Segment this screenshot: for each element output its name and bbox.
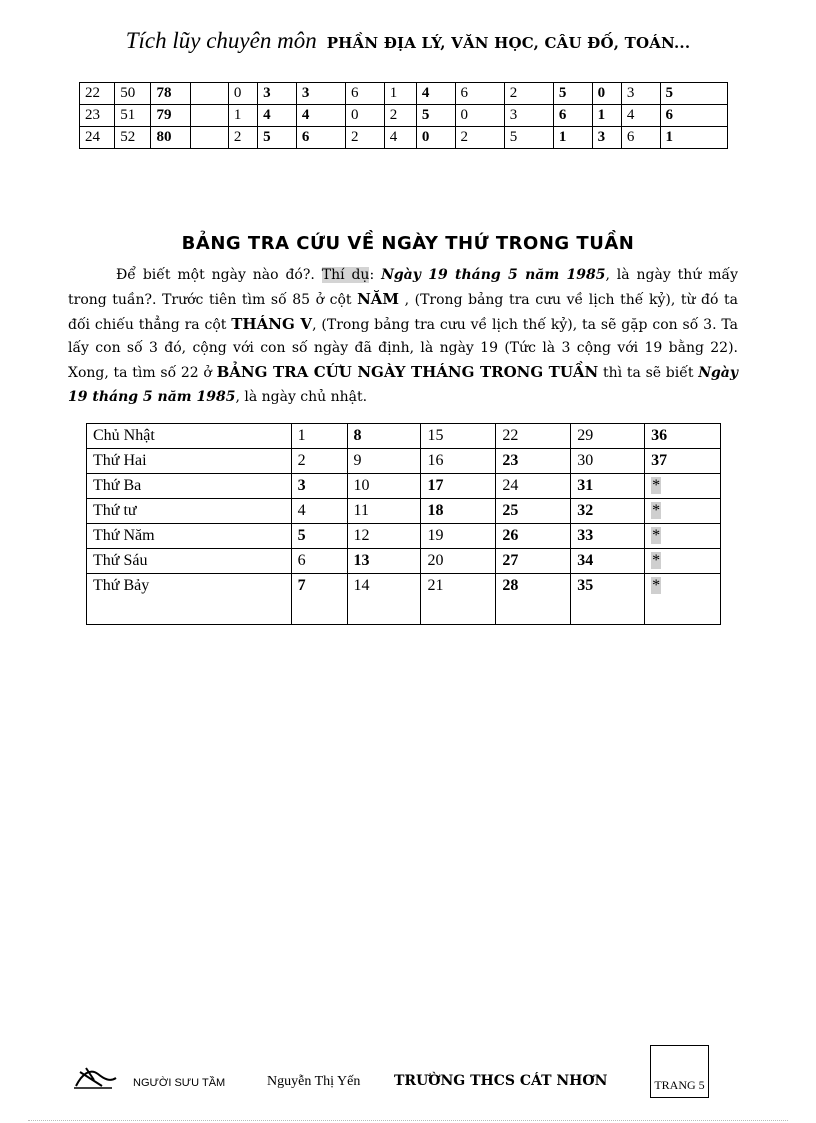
day-number: 23: [502, 452, 519, 469]
day-number-cell: [291, 574, 347, 625]
day-number: 4: [297, 502, 306, 519]
section-title: BẢNG TRA CỨU VỀ NGÀY THỨ TRONG TUẦN: [181, 233, 635, 254]
table-cell: 5: [258, 127, 297, 149]
day-number: 11: [353, 502, 369, 519]
page-number-box: [650, 1045, 709, 1098]
table-row: [80, 83, 728, 105]
day-number: 12: [353, 527, 370, 544]
table-cell: 3: [504, 105, 553, 127]
day-number: 20: [427, 552, 444, 569]
weekday-label: [87, 424, 292, 449]
day-number: 28: [502, 577, 519, 594]
header-title: Tích lũy chuyên môn: [125, 28, 317, 53]
table-cell: 50: [115, 83, 151, 105]
lookup-table-fragment: [79, 82, 728, 149]
table-cell: 2: [504, 83, 553, 105]
day-number-cell: [645, 424, 721, 449]
table-cell: 5: [553, 83, 592, 105]
day-number-cell: [291, 499, 347, 524]
table-row: [87, 449, 721, 474]
weekday-name: Thứ tư: [93, 502, 137, 519]
day-number-cell: [496, 474, 571, 499]
day-number-cell: [347, 524, 421, 549]
day-number-cell: [645, 474, 721, 499]
day-number: 2: [297, 452, 306, 469]
table-row: [87, 474, 721, 499]
table-cell: 0: [455, 105, 504, 127]
day-number-cell: [421, 574, 496, 625]
table-cell: 6: [621, 127, 660, 149]
day-number: 21: [427, 577, 444, 594]
day-number-cell: [347, 424, 421, 449]
day-number: 31: [577, 477, 594, 494]
example-date: Ngày 19 tháng 5 năm 1985: [68, 365, 738, 405]
day-number-cell: [645, 524, 721, 549]
month-column-ref: THÁNG V: [231, 314, 313, 333]
table-cell: 3: [258, 83, 297, 105]
day-number: 24: [502, 477, 519, 494]
table-cell: 3: [296, 83, 345, 105]
day-number-cell: [645, 549, 721, 574]
weekday-name: Chủ Nhật: [93, 427, 155, 444]
day-number-cell: [645, 499, 721, 524]
weekday-name: Thứ Bảy: [93, 577, 150, 594]
day-number: *: [652, 527, 661, 544]
day-number-cell: [571, 549, 645, 574]
day-number-cell: [421, 549, 496, 574]
table-cell: 6: [660, 105, 727, 127]
day-number: 33: [577, 527, 594, 544]
weekday-name: Thứ Năm: [93, 527, 155, 544]
text-segment: thì ta sẽ biết: [598, 365, 699, 382]
year-column-ref: NĂM: [357, 289, 400, 308]
table-cell: 52: [115, 127, 151, 149]
day-number-cell: [421, 499, 496, 524]
weekday-name: Thứ Sáu: [93, 552, 148, 569]
text-segment: , là ngày thứ mấy trong tuần?. Trước tiên tìm số 85 ở cột: [68, 267, 739, 308]
table-cell: 1: [384, 83, 416, 105]
text-segment: :: [369, 267, 382, 283]
page-footer: [0, 1045, 816, 1105]
weekday-label: [87, 449, 292, 474]
day-number: *: [652, 577, 661, 594]
weekday-label: [87, 549, 292, 574]
day-number-cell: [571, 524, 645, 549]
weekday-label: [87, 474, 292, 499]
hand-writing-icon: [72, 1060, 118, 1095]
day-number: 3: [297, 477, 306, 494]
table-cell: 6: [296, 127, 345, 149]
day-number: 36: [651, 427, 668, 444]
day-number-cell: [496, 449, 571, 474]
header-subjects: PHẦN ĐỊA LÝ, VĂN HỌC, CÂU ĐỐ, TOÁN...: [326, 34, 691, 52]
table-row: [80, 127, 728, 149]
day-number-cell: [291, 549, 347, 574]
day-number-cell: [571, 474, 645, 499]
day-number-cell: [421, 474, 496, 499]
day-number-cell: [347, 549, 421, 574]
table-cell: [190, 83, 228, 105]
day-number: 26: [502, 527, 519, 544]
day-number-cell: [291, 524, 347, 549]
weekday-name: Thứ Hai: [93, 452, 147, 469]
day-number: *: [652, 552, 661, 569]
table-cell: 4: [258, 105, 297, 127]
table-cell: 2: [384, 105, 416, 127]
day-number-cell: [645, 574, 721, 625]
table-cell: 1: [228, 105, 257, 127]
day-number-cell: [496, 499, 571, 524]
table-cell: 4: [296, 105, 345, 127]
day-number-cell: [496, 524, 571, 549]
day-number: 5: [297, 527, 306, 544]
table-cell: 3: [621, 83, 660, 105]
day-number: 6: [297, 552, 306, 569]
table-cell: 51: [115, 105, 151, 127]
table-row: [87, 424, 721, 449]
table-row: [87, 499, 721, 524]
day-number: 15: [427, 427, 444, 444]
table-cell: 22: [80, 83, 115, 105]
day-number: 17: [427, 477, 444, 494]
day-number: 30: [577, 452, 594, 469]
day-number-cell: [496, 574, 571, 625]
day-number-cell: [291, 474, 347, 499]
table-cell: 6: [455, 83, 504, 105]
table-row: [87, 574, 721, 625]
day-number: 29: [577, 427, 594, 444]
table-cell: 1: [592, 105, 621, 127]
table-cell: 5: [504, 127, 553, 149]
day-number: 10: [353, 477, 370, 494]
table-name-ref: BẢNG TRA CỨU NGÀY THÁNG TRONG TUẦN: [216, 363, 599, 382]
table-cell: 0: [592, 83, 621, 105]
table-cell: 80: [151, 127, 190, 149]
collector-name: Nguyễn Thị Yến: [267, 1074, 361, 1089]
day-number-cell: [347, 449, 421, 474]
day-number: 7: [297, 577, 306, 594]
text-segment: , (Trong bảng tra cưu về lịch thế kỷ), từ đó ta đối chiếu thẳng ra cột: [68, 291, 738, 333]
table-cell: 5: [660, 83, 727, 105]
day-number: 18: [427, 502, 444, 519]
table-cell: 1: [553, 127, 592, 149]
weekday-label: [87, 499, 292, 524]
day-number-cell: [571, 449, 645, 474]
day-number-cell: [291, 449, 347, 474]
day-number: *: [652, 477, 661, 494]
table-cell: 4: [621, 105, 660, 127]
table-cell: 4: [416, 83, 455, 105]
instruction-paragraph: [68, 264, 738, 410]
table-cell: 6: [553, 105, 592, 127]
day-number: 22: [502, 427, 519, 444]
day-number-cell: [421, 449, 496, 474]
table-cell: 24: [80, 127, 115, 149]
page-header: [0, 28, 816, 54]
day-number-cell: [347, 499, 421, 524]
day-number: 9: [353, 452, 362, 469]
day-number-cell: [571, 424, 645, 449]
text-segment: Để biết một ngày nào đó?.: [116, 267, 322, 283]
table-cell: 79: [151, 105, 190, 127]
school-name: TRƯỜNG THCS CÁT NHƠN: [394, 1073, 608, 1089]
day-number: 32: [577, 502, 594, 519]
table-cell: 78: [151, 83, 190, 105]
table-cell: [190, 105, 228, 127]
weekday-label: [87, 524, 292, 549]
table-cell: 6: [346, 83, 385, 105]
table-cell: 3: [592, 127, 621, 149]
table-cell: 0: [416, 127, 455, 149]
day-number-cell: [291, 424, 347, 449]
footer-divider: [28, 1120, 788, 1121]
day-number: 13: [353, 552, 370, 569]
day-number-cell: [571, 574, 645, 625]
day-number: *: [652, 502, 661, 519]
text-segment: , (Trong bảng tra cưu về lịch thế kỷ), ta sẽ gặp con số 3. Ta lấy con số 3 đó, cộng với con số ngày đã định, là ngày 19 (Tức là 3 cộng với 19 bằng 22). Xong, ta tìm số 22 ở: [68, 316, 739, 382]
table-cell: 2: [228, 127, 257, 149]
table-cell: 0: [228, 83, 257, 105]
example-label: Thí dụ: [321, 267, 370, 283]
day-number-cell: [496, 549, 571, 574]
table-row: [80, 105, 728, 127]
text-segment: , là ngày chủ nhật.: [235, 388, 368, 405]
day-number: 34: [577, 552, 594, 569]
day-number-cell: [496, 424, 571, 449]
day-number: 19: [427, 527, 444, 544]
day-number: 16: [427, 452, 444, 469]
collector-label: NGƯỜI SƯU TẦM: [133, 1077, 226, 1089]
table-cell: 0: [346, 105, 385, 127]
table-cell: 2: [346, 127, 385, 149]
table-row: [87, 524, 721, 549]
day-number: 25: [502, 502, 519, 519]
day-number: 1: [297, 427, 306, 444]
table-row: [87, 549, 721, 574]
day-number-cell: [421, 524, 496, 549]
table-cell: [190, 127, 228, 149]
table-cell: 4: [384, 127, 416, 149]
day-number: 27: [502, 552, 519, 569]
day-number-cell: [571, 499, 645, 524]
weekday-label: [87, 574, 292, 625]
table-cell: 23: [80, 105, 115, 127]
table-cell: 2: [455, 127, 504, 149]
day-number-cell: [347, 574, 421, 625]
table-cell: 5: [416, 105, 455, 127]
day-number: 37: [651, 452, 668, 469]
example-date: Ngày 19 tháng 5 năm 1985: [381, 267, 606, 283]
day-number-cell: [347, 474, 421, 499]
weekday-name: Thứ Ba: [93, 477, 142, 494]
day-number: 14: [353, 577, 370, 594]
day-number-cell: [421, 424, 496, 449]
day-number: 35: [577, 577, 594, 594]
page-number: TRANG 5: [654, 1078, 705, 1092]
day-number-cell: [645, 449, 721, 474]
day-number: 8: [353, 427, 362, 444]
weekday-lookup-table: [86, 423, 721, 625]
table-cell: 1: [660, 127, 727, 149]
